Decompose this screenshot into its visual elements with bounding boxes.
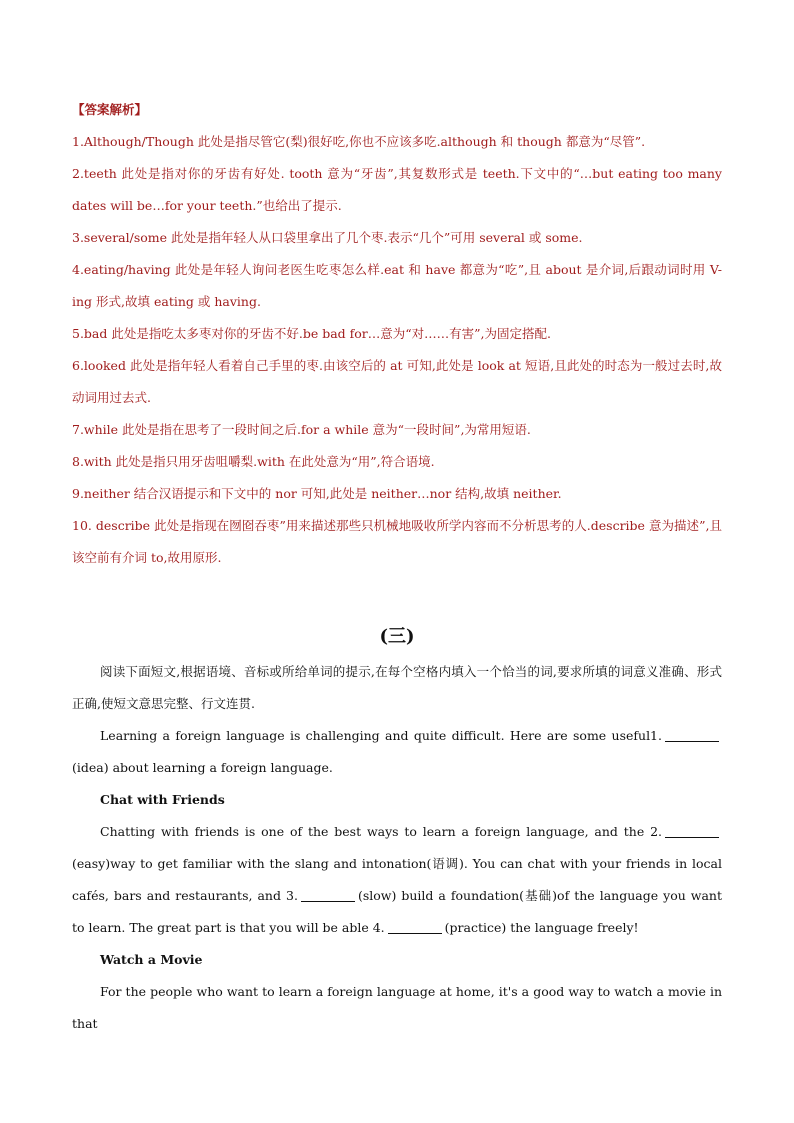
answer-item-6: 6.looked 此处是指年轻人看着自己手里的枣.由该空后的 at 可知,此处是 look at 短语,且此处的时态为一般过去时,故动词用过去式. xyxy=(72,358,722,405)
paragraph-1-b: (idea) about learning a foreign language. xyxy=(72,760,333,775)
instructions: 阅读下面短文,根据语境、音标或所给单词的提示,在每个空格内填入一个恰当的词,要求所填的词意义准确、形式正确,使短文意思完整、行文连贯. xyxy=(72,664,722,711)
paragraph-3: For the people who want to learn a foreign language at home, it's a good way to watch a movie in that xyxy=(72,984,722,1031)
paragraph-2 xyxy=(72,816,722,944)
answer-item-5: 5.bad 此处是指吃太多枣对你的牙齿不好.be bad for…意为“对……有害”,为固定搭配. xyxy=(72,326,551,341)
blank-1 xyxy=(665,727,719,742)
paragraph-2-b: (easy)way to get familiar with the slang and intonation(语调). You can chat with your friends in local cafés, bars and restaurants, and 3. xyxy=(72,856,722,903)
answer-analysis xyxy=(72,94,722,574)
paragraph-1-a: Learning a foreign language is challenging and quite difficult. Here are some useful1. xyxy=(100,728,662,743)
paragraph-2-d: (practice) the language freely! xyxy=(444,920,639,935)
section-title: (三) xyxy=(379,626,415,647)
answer-item-7: 7.while 此处是指在思考了一段时间之后.for a while 意为“一段时间”,为常用短语. xyxy=(72,422,531,437)
answer-item-3: 3.several/some 此处是指年轻人从口袋里拿出了几个枣.表示“几个”可用 several 或 some. xyxy=(72,230,583,245)
answer-heading: 【答案解析】 xyxy=(72,102,148,117)
passage xyxy=(72,656,722,1040)
paragraph-2-c: (slow) build a foundation(基础)of the language you want to learn. The great part is that you will be able 4. xyxy=(72,888,723,935)
paragraph-1 xyxy=(72,720,722,784)
answer-item-4: 4.eating/having 此处是年轻人询问老医生吃枣怎么样.eat 和 have 都意为“吃”,且 about 是介词,后跟动词时用 V-ing 形式,故填 eating 或 having. xyxy=(72,262,722,309)
paragraph-2-a: Chatting with friends is one of the best ways to learn a foreign language, and the 2. xyxy=(100,824,662,839)
blank-2 xyxy=(665,823,719,838)
answer-item-2: 2.teeth 此处是指对你的牙齿有好处. tooth 意为“牙齿”,其复数形式是 teeth.下文中的“…but eating too many dates will be…for your teeth.”也给出了提示. xyxy=(72,166,722,213)
answer-item-10: 10. describe 此处是指现在囫囵吞枣”用来描述那些只机械地吸收所学内容而不分析思考的人.describe 意为描述”,且该空前有介词 to,故用原形. xyxy=(72,518,722,565)
answer-item-9: 9.neither 结合汉语提示和下文中的 nor 可知,此处是 neither…nor 结构,故填 neither. xyxy=(72,486,562,501)
subheading-movie: Watch a Movie xyxy=(100,952,203,967)
blank-3 xyxy=(301,887,355,902)
answer-item-1: 1.Although/Though 此处是指尽管它(梨)很好吃,你也不应该多吃.although 和 though 都意为“尽管”. xyxy=(72,134,646,149)
blank-4 xyxy=(388,919,442,934)
answer-item-8: 8.with 此处是指只用牙齿咀嚼梨.with 在此处意为“用”,符合语境. xyxy=(72,454,435,469)
subheading-chat: Chat with Friends xyxy=(100,792,225,807)
